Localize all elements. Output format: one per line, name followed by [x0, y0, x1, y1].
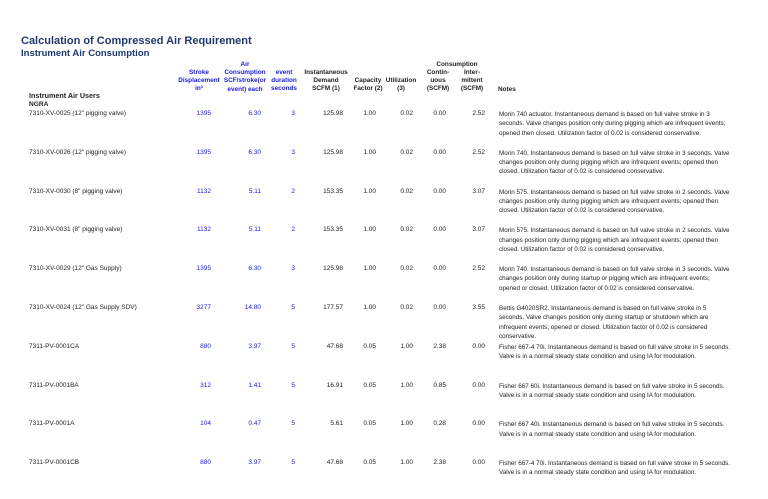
table-row [0, 265, 768, 305]
row-name: 7310-XV-0030 (8" pigging valve) [29, 187, 123, 195]
row-inter: 3.07 [472, 226, 485, 234]
header-contin [420, 69, 456, 94]
row-stroke: 1395 [196, 110, 211, 117]
row-notes: Morin 740. Instantaneous demand is based on full valve stroke in 3 seconds. Valve changes position only during pigging which are infrequent events; opened then closed. Utilization factor of 0.02 is considered conservative. [499, 149, 730, 176]
row-stroke: 312 [200, 381, 211, 389]
row-capacity: 1.00 [363, 226, 376, 234]
row-inter: 0.00 [472, 420, 485, 428]
header-air-line2: Consumption [224, 69, 266, 77]
row-util: 0.02 [400, 304, 413, 311]
table-row [0, 420, 768, 460]
row-contin: 0.00 [433, 110, 446, 117]
row-air: 6.30 [248, 265, 261, 273]
header-util [382, 77, 420, 93]
row-contin: 0.28 [433, 420, 446, 428]
row-util: 1.00 [400, 459, 413, 467]
row-capacity: 0.05 [363, 381, 376, 389]
row-notes: Fisher 667 40i. Instantaneous demand is based on full valve stroke in 5 seconds. Valve is in a normal steady state condition and using IA for modulation. [499, 421, 725, 438]
row-util: 1.00 [400, 381, 413, 389]
row-notes: Fisher 667-4 70i. Instantaneous demand is based on full valve stroke in 5 seconds. Valve is in a normal steady state condition and using IA for modulation. [499, 343, 731, 361]
row-inst: 153.35 [323, 187, 343, 195]
row-stroke: 3277 [196, 304, 211, 311]
row-event: 3 [291, 265, 295, 273]
row-inter: 0.00 [472, 342, 485, 350]
row-capacity: 1.00 [363, 148, 376, 156]
row-contin: 2.38 [433, 342, 446, 350]
row-notes: Fisher 667 60i. Instantaneous demand is based on full valve stroke in 5 seconds. Valve is in a normal steady state condition and using IA for modulation. [499, 382, 725, 399]
row-stroke: 880 [200, 459, 211, 467]
row-capacity: 1.00 [363, 265, 376, 273]
row-inst: 125.98 [323, 148, 343, 156]
row-util: 1.00 [400, 342, 413, 350]
row-stroke: 880 [200, 342, 211, 350]
header-air-line3: SCF/stroke(or [223, 77, 267, 85]
row-contin: 0.00 [433, 187, 446, 195]
header-inter-line1: Inter- [464, 69, 480, 76]
header-inter-line3: (SCFM) [460, 85, 484, 93]
table-row [0, 226, 768, 266]
row-air: 5.11 [248, 187, 261, 195]
row-event: 3 [291, 148, 295, 156]
row-name: 7310-XV-0026 (12" pigging valve) [29, 148, 126, 156]
row-event: 3 [291, 110, 295, 117]
row-notes: Morin 740. Instantaneous demand is based on full valve stroke in 3 seconds. Valve changes position only during startup or pigging which are infrequent events; opened or closed. Utilization factor of 0.02 is considered conservative. [499, 266, 730, 292]
table-row [0, 304, 768, 344]
row-name: 7310-XV-0031 (8" pigging valve) [29, 226, 123, 234]
header-inter-line2: mittent [461, 77, 483, 85]
table-row [0, 382, 768, 422]
header-contin-line3: (SCFM) [426, 85, 450, 93]
row-air: 6.30 [248, 110, 261, 117]
header-event-line1: event [275, 69, 293, 76]
row-inst: 5.61 [330, 420, 343, 428]
row-util: 0.02 [400, 265, 413, 273]
row-stroke: 104 [200, 420, 211, 428]
row-name: 7311-PV-0001A [29, 420, 75, 428]
row-capacity: 0.05 [363, 342, 376, 350]
row-event: 5 [291, 420, 295, 428]
header-inst-line3: SCFM (1) [312, 85, 340, 93]
row-notes: Fisher 667-4 70i. Instantaneous demand is based on full valve stroke in 5 seconds. Valve is in a normal steady state condition and using IA for modulation. [499, 460, 731, 477]
row-name: 7311-PV-0001CA [29, 342, 80, 350]
row-util: 0.02 [400, 226, 413, 234]
page-title: Calculation of Compressed Air Requirement [21, 35, 252, 47]
row-inst: 47.68 [326, 342, 343, 350]
row-event: 5 [291, 381, 295, 389]
row-inst: 125.98 [323, 110, 343, 117]
row-capacity: 1.00 [363, 110, 376, 117]
row-notes: Morin 740 actuator. Instantaneous demand is based on full valve stroke in 3 seconds. Valve changes position only during pigging which are infrequent events; opened then closed. Utilization factor of 0.02 is considered conservative. [499, 111, 726, 137]
row-contin: 0.00 [433, 226, 446, 234]
row-notes: Morin 575. Instantaneous demand is based on full valve stroke in 2 seconds. Valve changes position only during pigging which are infrequent events; opened then closed. Utilization factor of 0.02 is considered conservative. [499, 188, 730, 215]
header-consumption: Consumption [436, 61, 478, 68]
row-inst: 153.35 [323, 226, 343, 234]
row-inter: 2.52 [472, 110, 485, 117]
row-notes: Bettis G4020SR2. Instantaneous demand is based on full valve stroke in 5 seconds. Valve changes position only during startup or shutdown which are infrequent events; opened or closed. Utilization factor of 0.02 is considered conservative. [499, 305, 709, 340]
header-event-line2: duration [271, 77, 297, 85]
row-contin: 0.00 [433, 304, 446, 311]
row-contin: 2.38 [433, 459, 446, 467]
row-util: 0.02 [400, 148, 413, 156]
row-inter: 0.00 [472, 459, 485, 467]
row-stroke: 1132 [197, 187, 211, 195]
header-users: Instrument Air Users [29, 91, 100, 100]
row-capacity: 1.00 [363, 187, 376, 195]
row-name: 7310-XV-0025 (12" pigging valve) [29, 110, 126, 117]
row-util: 0.02 [400, 110, 413, 117]
row-air: 6.30 [248, 148, 261, 156]
row-inst: 47.68 [326, 459, 343, 467]
row-inter: 3.07 [472, 187, 485, 195]
row-contin: 0.00 [433, 265, 446, 273]
row-air: 1.41 [248, 381, 261, 389]
row-inst: 16.91 [326, 381, 343, 389]
row-name: 7310-XV-0029 (12" Gas Supply) [29, 265, 122, 273]
section-label: NGRA [29, 101, 49, 108]
table-row [0, 188, 768, 228]
table-row [0, 149, 768, 189]
header-capacity-line2: Factor (2) [353, 85, 383, 93]
row-air: 14.80 [244, 304, 261, 311]
header-event-line3: seconds [271, 85, 297, 93]
row-event: 5 [291, 342, 295, 350]
row-stroke: 1395 [196, 148, 211, 156]
header-capacity-line1: Capacity [354, 77, 382, 84]
row-event: 5 [291, 459, 295, 467]
row-capacity: 0.05 [363, 420, 376, 428]
header-notes: Notes [498, 86, 516, 93]
row-event: 2 [291, 226, 295, 234]
header-util-line1: Utilization [385, 77, 417, 84]
header-inst-line2: Demand [313, 77, 339, 85]
header-event [266, 69, 302, 94]
row-air: 3.97 [248, 459, 261, 467]
row-air: 0.47 [248, 420, 261, 428]
header-air-line4: event) each [227, 85, 263, 93]
row-name: 7311-PV-0001CB [29, 459, 80, 467]
row-event: 5 [291, 304, 295, 311]
table-row [0, 459, 768, 499]
row-stroke: 1395 [196, 265, 211, 273]
row-inter: 2.52 [472, 265, 485, 273]
header-stroke-line3: in³ [195, 85, 203, 93]
header-inter [454, 69, 490, 94]
header-stroke-line2: Displacement [178, 77, 220, 85]
row-name: 7311-PV-0001BA [29, 381, 79, 389]
row-stroke: 1132 [197, 226, 211, 234]
row-air: 5.11 [248, 226, 261, 234]
header-inst [298, 69, 354, 94]
row-inter: 2.52 [472, 148, 485, 156]
row-notes: Morin 575. Instantaneous demand is based on full valve stroke in 2 seconds. Valve changes position only during pigging which are infrequent events; opened then closed. Utilization factor of 0.02 is considered conservative. [499, 227, 730, 253]
row-event: 2 [291, 187, 295, 195]
row-air: 3.97 [248, 342, 261, 350]
row-util: 0.02 [400, 187, 413, 195]
row-contin: 0.00 [433, 148, 446, 156]
header-inst-line1: Instantaneous [304, 69, 348, 76]
row-capacity: 0.05 [363, 459, 376, 467]
header-air-line1: Air [240, 61, 250, 68]
row-contin: 0.85 [433, 381, 446, 389]
row-inst: 125.98 [323, 265, 343, 273]
row-inter: 3.55 [472, 304, 485, 311]
row-inst: 177.57 [323, 304, 343, 311]
row-name: 7310-XV-0024 (12" Gas Supply SDV) [29, 304, 137, 311]
header-contin-line2: uous [430, 77, 446, 85]
row-util: 1.00 [400, 420, 413, 428]
page-subtitle: Instrument Air Consumption [21, 48, 150, 59]
header-util-line2: (3) [397, 85, 405, 93]
table-row [0, 110, 768, 150]
header-stroke-line1: Stroke [189, 69, 209, 76]
table-row [0, 343, 768, 383]
row-inter: 0.00 [472, 381, 485, 389]
header-contin-line1: Contin- [426, 69, 450, 76]
row-capacity: 1.00 [363, 304, 376, 311]
